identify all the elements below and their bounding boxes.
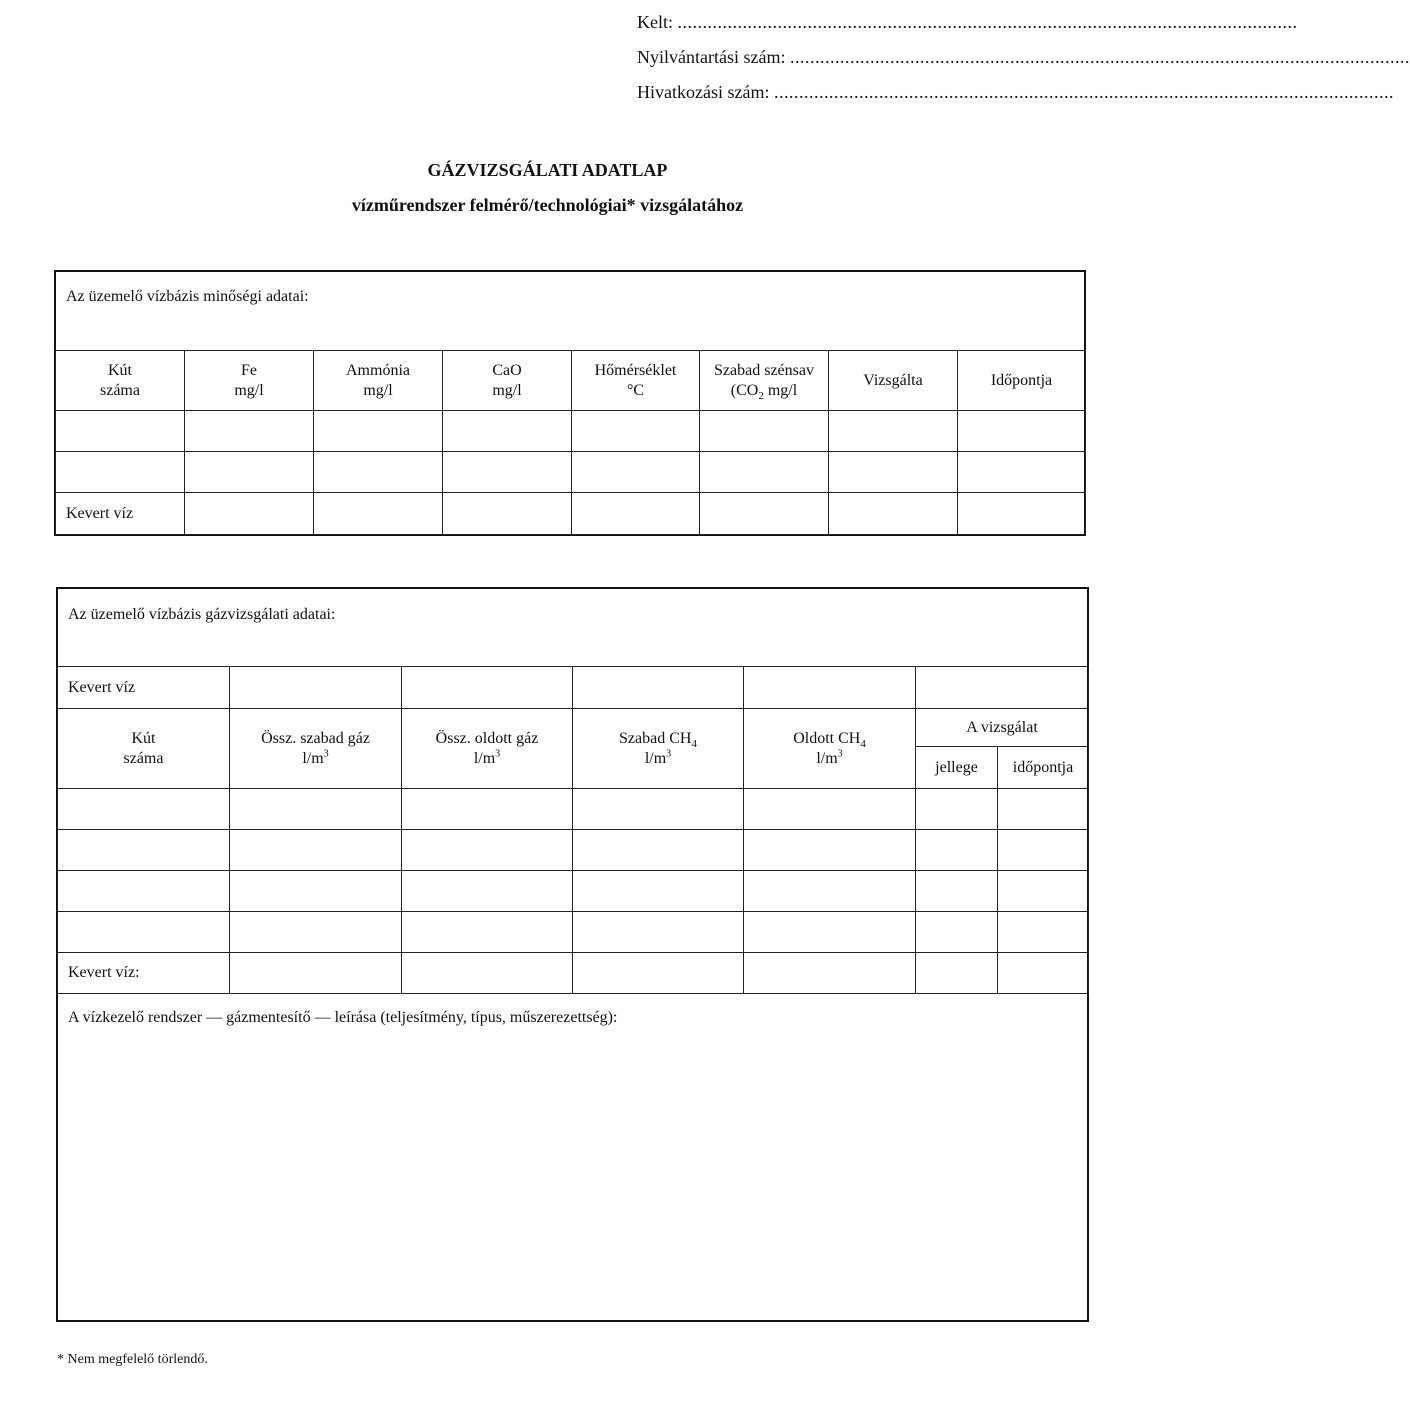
page-subtitle: vízműrendszer felmérő/technológiai* vizsgálatához: [351, 195, 744, 215]
table-cell[interactable]: [58, 789, 230, 830]
col-homerseklet: Hőmérséklet °C: [572, 351, 700, 411]
table-cell[interactable]: [573, 830, 744, 871]
col-cao: CaO mg/l: [443, 351, 572, 411]
footnote: * Nem megfelelő törlendő.: [57, 1352, 208, 1367]
col-idopontja: Időpontja: [958, 351, 1086, 411]
table-cell[interactable]: [185, 411, 314, 452]
table-cell[interactable]: [916, 789, 998, 830]
table-cell[interactable]: [998, 953, 1089, 994]
table-cell[interactable]: [402, 912, 573, 953]
table-cell[interactable]: [916, 871, 998, 912]
kevert-viz-top-row: [58, 667, 1089, 709]
page-title: GÁZVIZSGÁLATI ADATLAP: [427, 160, 668, 180]
table-cell[interactable]: [230, 667, 402, 709]
table-cell[interactable]: [443, 493, 572, 535]
description-label: A vízkezelő rendszer — gázmentesítő — leírása (teljesítmény, típus, műszerezettség):: [68, 1009, 618, 1026]
table-row: [58, 871, 1089, 912]
table-cell[interactable]: [744, 789, 916, 830]
table-cell[interactable]: [56, 411, 185, 452]
kevert-viz-bottom-row: [58, 953, 1089, 994]
kevert-viz-top-label: Kevert víz: [58, 667, 230, 709]
table-cell[interactable]: [829, 493, 958, 535]
table-cell[interactable]: [916, 953, 998, 994]
table-cell[interactable]: [998, 830, 1089, 871]
quality-table: [55, 350, 1086, 535]
table-cell[interactable]: [573, 953, 744, 994]
table-cell[interactable]: [829, 411, 958, 452]
quality-data-box: [54, 270, 1086, 536]
gas-header-row: [58, 709, 1089, 747]
table-cell[interactable]: [744, 912, 916, 953]
table-cell[interactable]: [56, 452, 185, 493]
gas-section-label: Az üzemelő vízbázis gázvizsgálati adatai:: [68, 606, 336, 623]
col-jellege: jellege: [916, 747, 998, 789]
kevert-viz-bottom-label: Kevert víz:: [58, 953, 230, 994]
table-cell[interactable]: [958, 411, 1086, 452]
table-cell[interactable]: [314, 493, 443, 535]
table-cell[interactable]: [573, 912, 744, 953]
hivatkozasi-szam-dots: ............................................................................................................................: [773, 82, 1394, 102]
table-cell[interactable]: [916, 912, 998, 953]
table-cell[interactable]: [402, 830, 573, 871]
table-cell[interactable]: [958, 452, 1086, 493]
table-cell[interactable]: [230, 789, 402, 830]
col-ossz-szabad-gaz: Össz. szabad gáz $l/m^3$: [230, 709, 402, 789]
hivatkozasi-szam-label: Hivatkozási szám:: [637, 82, 770, 102]
nyilvantartasi-szam-dots: ............................................................................................................................: [789, 47, 1410, 67]
table-cell[interactable]: [744, 953, 916, 994]
table-cell[interactable]: [700, 411, 829, 452]
table-cell[interactable]: [998, 912, 1089, 953]
table-cell[interactable]: [402, 667, 573, 709]
table-cell[interactable]: [572, 452, 700, 493]
table-cell[interactable]: [744, 667, 916, 709]
col-fe: Fe mg/l: [185, 351, 314, 411]
table-cell[interactable]: [402, 871, 573, 912]
col-szabad-szensav: Szabad szénsav ($CO_2$ mg/l: [700, 351, 829, 411]
table-cell[interactable]: [700, 493, 829, 535]
table-cell[interactable]: [58, 830, 230, 871]
table-cell[interactable]: [443, 452, 572, 493]
table-cell[interactable]: [573, 871, 744, 912]
col-idopontja: időpontja: [998, 747, 1089, 789]
col-vizsgalta: Vizsgálta: [829, 351, 958, 411]
kevert-viz-row: [56, 493, 1086, 535]
table-cell[interactable]: [230, 871, 402, 912]
kelt-label: Kelt:: [637, 12, 673, 32]
col-ammonia: Ammónia mg/l: [314, 351, 443, 411]
gas-table: [57, 666, 1089, 994]
quality-header-row: [56, 351, 1086, 411]
kelt-dots: ............................................................................................................................: [677, 12, 1298, 32]
col-ossz-oldott-gaz: Össz. oldott gáz $l/m^3$: [402, 709, 573, 789]
table-cell[interactable]: [916, 830, 998, 871]
table-cell[interactable]: [314, 452, 443, 493]
table-row: [58, 789, 1089, 830]
kevert-viz-label: Kevert víz: [56, 493, 185, 535]
table-row: [56, 452, 1086, 493]
table-cell[interactable]: [829, 452, 958, 493]
col-szabad-ch4: Szabad $CH_4$ $l/m^3$: [573, 709, 744, 789]
table-cell[interactable]: [443, 411, 572, 452]
table-row: [58, 912, 1089, 953]
table-cell[interactable]: [58, 912, 230, 953]
kelt-field[interactable]: [637, 12, 1298, 33]
table-cell[interactable]: [573, 789, 744, 830]
table-row: [58, 830, 1089, 871]
table-cell[interactable]: [998, 789, 1089, 830]
table-cell[interactable]: [314, 411, 443, 452]
table-cell[interactable]: [744, 830, 916, 871]
table-cell[interactable]: [958, 493, 1086, 535]
quality-section-label: Az üzemelő vízbázis minőségi adatai:: [66, 288, 309, 305]
table-cell[interactable]: [402, 789, 573, 830]
table-cell[interactable]: [402, 953, 573, 994]
col-oldott-ch4: Oldott $CH_4$ $l/m^3$: [744, 709, 916, 789]
col-kut-szama: Kút száma: [58, 709, 230, 789]
nyilvantartasi-szam-field[interactable]: [637, 47, 1410, 68]
col-a-vizsgalat: A vizsgálat: [916, 709, 1089, 747]
table-cell[interactable]: [230, 830, 402, 871]
table-cell[interactable]: [573, 667, 744, 709]
table-cell[interactable]: [230, 912, 402, 953]
table-cell[interactable]: [185, 493, 314, 535]
table-cell[interactable]: [998, 871, 1089, 912]
table-cell[interactable]: [572, 493, 700, 535]
table-cell[interactable]: [230, 953, 402, 994]
table-cell[interactable]: [185, 452, 314, 493]
table-cell[interactable]: [572, 411, 700, 452]
table-cell[interactable]: [916, 667, 1089, 709]
table-row: [56, 411, 1086, 452]
nyilvantartasi-szam-label: Nyilvántartási szám:: [637, 47, 786, 67]
table-cell[interactable]: [58, 871, 230, 912]
table-cell[interactable]: [700, 452, 829, 493]
gas-data-box: [56, 587, 1089, 1322]
col-kut-szama: Kút száma: [56, 351, 185, 411]
description-area[interactable]: [63, 1034, 1078, 1314]
hivatkozasi-szam-field[interactable]: [637, 82, 1394, 103]
table-cell[interactable]: [744, 871, 916, 912]
